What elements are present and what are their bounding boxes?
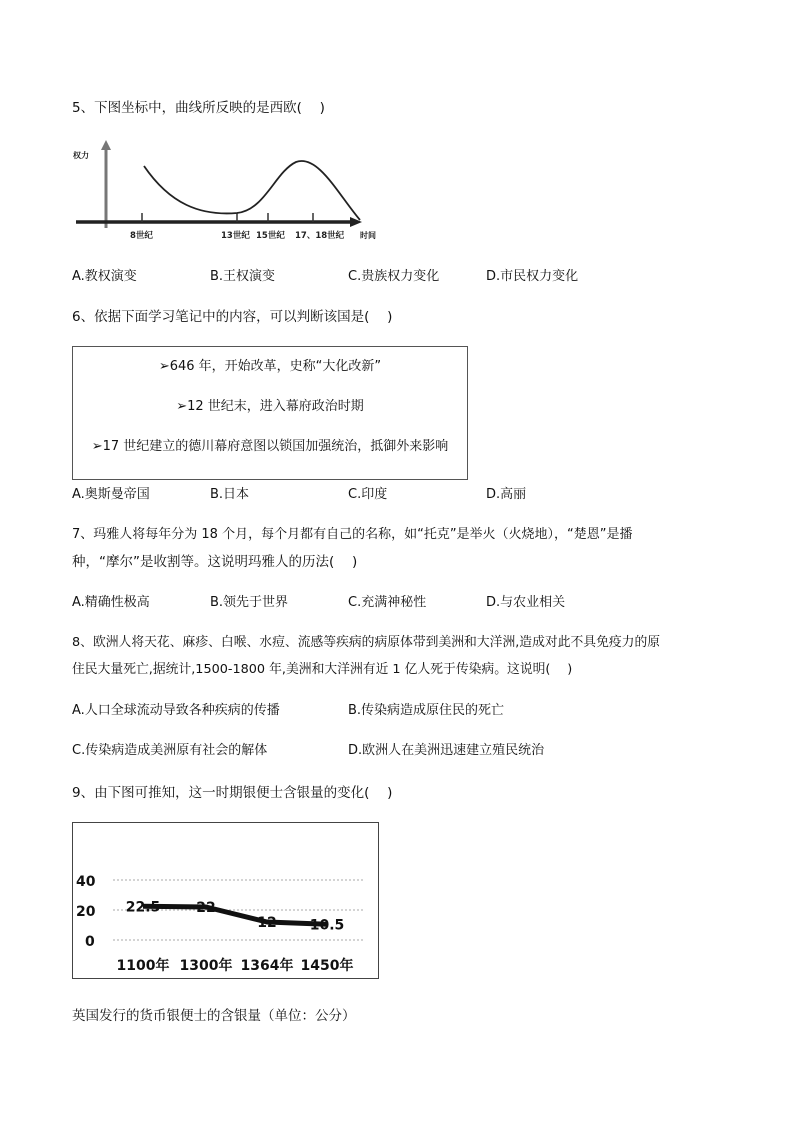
q7-option-d[interactable]: D.与农业相关 — [486, 595, 566, 610]
q9-data-label: 12 — [257, 915, 277, 931]
q5-option-d[interactable]: D.市民权力变化 — [486, 269, 579, 284]
q6-notes-box — [72, 346, 468, 480]
q7-stem-line-2: 种，“摩尔”是收割等。这说明玛雅人的历法( ) — [72, 554, 358, 570]
q9-caption: 英国发行的货币银便士的含银量（单位：公分） — [72, 1008, 356, 1024]
q9-data-label: 22.5 — [125, 899, 161, 916]
q9-chart-frame — [72, 822, 379, 979]
q7-stem-line-1: 7、玛雅人将每年分为 18 个月，每个月都有自己的名称，如“托克”是举火（火烧地），“楚恩”是播 — [72, 527, 633, 542]
q5-tick-label: 13世纪 — [221, 231, 250, 241]
q9-y-tick-label: 0 — [85, 934, 95, 950]
q9-category-label: 1364年 — [240, 958, 294, 974]
q5-chart — [70, 136, 390, 246]
q6-option-d[interactable]: D.高丽 — [486, 487, 527, 502]
q5-y-axis-arrow — [101, 140, 111, 150]
q9-chart — [73, 823, 378, 978]
q9-stem: 9、由下图可推知，这一时期银便士含银量的变化( ) — [72, 785, 393, 801]
q5-tick-label: 15世纪 — [256, 231, 285, 241]
q8-option-a[interactable]: A.人口全球流动导致各种疾病的传播 — [72, 703, 280, 718]
q5-x-axis-arrow — [350, 217, 362, 227]
q9-category-label: 1450年 — [300, 958, 354, 974]
q6-note-2: ➢12 世纪末，进入幕府政治时期 — [176, 399, 364, 414]
q8-option-c[interactable]: C.传染病造成美洲原有社会的解体 — [72, 743, 268, 758]
q8-option-b[interactable]: B.传染病造成原住民的死亡 — [348, 703, 505, 718]
q9-category-label: 1100年 — [116, 958, 170, 974]
q5-tick-label: 8世纪 — [130, 231, 153, 241]
q9-y-tick-label: 20 — [76, 904, 96, 920]
q5-option-a[interactable]: A.教权演变 — [72, 269, 137, 284]
q9-data-label: 22 — [196, 900, 216, 916]
q5-x-label: 时间 — [360, 231, 376, 240]
q6-option-a[interactable]: A.奥斯曼帝国 — [72, 487, 150, 502]
q8-stem-line-2: 住民大量死亡,据统计,1500-1800 年,美洲和大洋洲有近 1 亿人死于传染病。这说明( ) — [72, 662, 573, 677]
q5-stem: 5、下图坐标中，曲线所反映的是西欧( ) — [72, 100, 325, 116]
q5-curve — [144, 161, 360, 220]
q8-stem-line-1: 8、欧洲人将天花、麻疹、白喉、水痘、流感等疾病的病原体带到美洲和大洋洲,造成对此不具免疫力的原 — [72, 635, 661, 650]
q7-option-c[interactable]: C.充满神秘性 — [348, 595, 427, 610]
q6-option-b[interactable]: B.日本 — [210, 487, 250, 502]
q7-option-a[interactable]: A.精确性极高 — [72, 595, 150, 610]
q7-option-b[interactable]: B.领先于世界 — [210, 595, 289, 610]
q9-data-label: 10.5 — [309, 917, 345, 934]
q9-category-label: 1300年 — [179, 958, 233, 974]
q6-option-c[interactable]: C.印度 — [348, 487, 388, 502]
q6-note-1: ➢646 年，开始改革，史称“大化改新” — [158, 359, 382, 374]
q8-option-d[interactable]: D.欧洲人在美洲迅速建立殖民统治 — [348, 743, 545, 758]
q9-series-line — [143, 906, 327, 924]
q6-stem: 6、依据下面学习笔记中的内容，可以判断该国是( ) — [72, 309, 393, 325]
q5-option-c[interactable]: C.贵族权力变化 — [348, 269, 440, 284]
q9-y-tick-label: 40 — [76, 874, 96, 890]
q5-tick-label: 17、18世纪 — [295, 231, 345, 241]
q5-option-b[interactable]: B.王权演变 — [210, 269, 276, 284]
q6-note-3: ➢17 世纪建立的德川幕府意图以锁国加强统治，抵御外来影响 — [91, 439, 449, 454]
q5-y-label: 权力 — [73, 151, 89, 160]
